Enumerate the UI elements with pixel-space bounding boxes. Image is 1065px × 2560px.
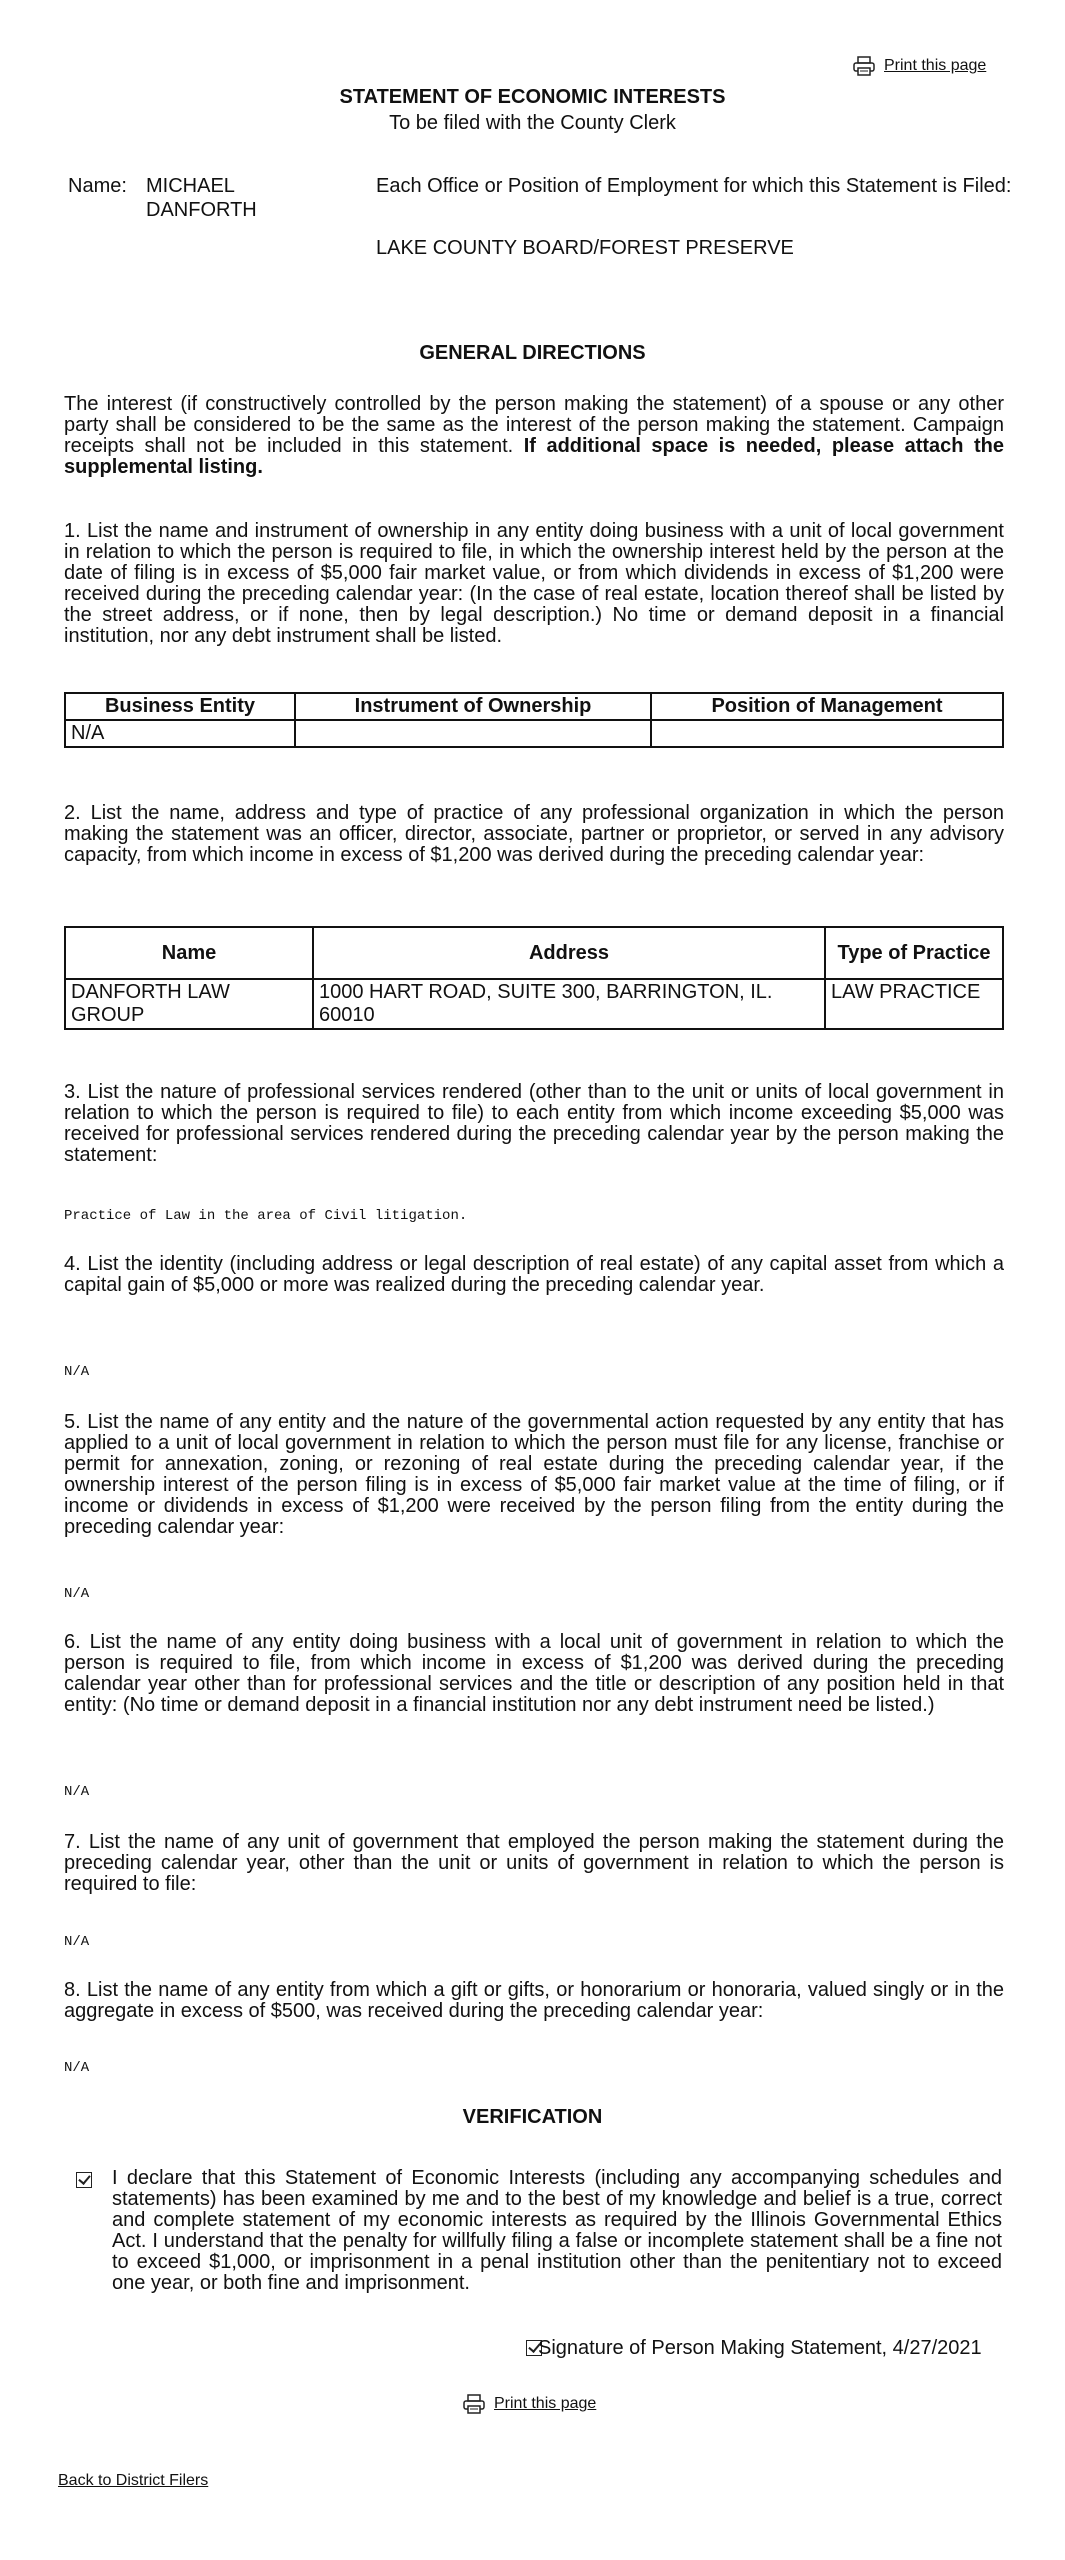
office-value: LAKE COUNTY BOARD/FOREST PRESERVE bbox=[376, 237, 794, 259]
answer-7: N/A bbox=[64, 1934, 90, 1950]
business-entity-table bbox=[64, 692, 1004, 748]
page-subtitle: To be filed with the County Clerk bbox=[389, 112, 676, 134]
filer-name-line1: MICHAEL bbox=[146, 175, 235, 197]
answer-3: Practice of Law in the area of Civil litigation. bbox=[64, 1208, 468, 1224]
question-4: 4. List the identity (including address or legal description of real estate) of any capital asset from which a capital gain of $5,000 or more was realized during the preceding calendar year. bbox=[64, 1253, 1004, 1296]
table-header: Type of Practice bbox=[825, 927, 1003, 979]
answer-8: N/A bbox=[64, 2060, 90, 2076]
table-header-row bbox=[65, 693, 1003, 720]
table-row bbox=[65, 720, 1003, 747]
page-title: STATEMENT OF ECONOMIC INTERESTS bbox=[339, 86, 726, 108]
table-cell bbox=[295, 720, 651, 747]
print-page-link-bottom[interactable] bbox=[462, 2394, 596, 2414]
table-row bbox=[65, 979, 1003, 1029]
table-header: Address bbox=[313, 927, 825, 979]
question-3: 3. List the nature of professional services rendered (other than to the unit or units of local government in relation to which the person is required to file) to each entity from which income exceeding $5,000 was received for professional services rendered during the preceding calendar year by the person making the statement: bbox=[64, 1081, 1004, 1166]
signature-line: Signature of Person Making Statement, 4/27/2021 bbox=[538, 2337, 982, 2359]
table-cell bbox=[651, 720, 1003, 747]
answer-5: N/A bbox=[64, 1586, 90, 1602]
table-cell: LAW PRACTICE bbox=[825, 979, 1003, 1029]
table-header-row bbox=[65, 927, 1003, 979]
table-header: Instrument of Ownership bbox=[295, 693, 651, 720]
print-page-link-top[interactable] bbox=[852, 56, 986, 76]
answer-4: N/A bbox=[64, 1364, 90, 1380]
answer-6: N/A bbox=[64, 1784, 90, 1800]
professional-org-table bbox=[64, 926, 1004, 1030]
print-link-label[interactable]: Print this page bbox=[494, 2395, 597, 2412]
printer-icon bbox=[462, 2394, 486, 2414]
print-link-label[interactable]: Print this page bbox=[884, 57, 987, 74]
general-directions-text bbox=[64, 394, 1004, 478]
back-to-district-filers-link[interactable]: Back to District Filers bbox=[58, 2472, 209, 2489]
question-2: 2. List the name, address and type of practice of any professional organization in which the person making the statement was an officer, director, associate, partner or proprietor, or served in any advisory capacity, from which income in excess of $1,200 was derived during the preceding calendar year: bbox=[64, 802, 1004, 866]
table-cell: N/A bbox=[65, 720, 295, 747]
table-cell: 1000 HART ROAD, SUITE 300, BARRINGTON, IL. 60010 bbox=[313, 979, 825, 1029]
table-header: Position of Management bbox=[651, 693, 1003, 720]
general-directions-bold: If additional space is needed, please attach the supplemental listing. bbox=[64, 435, 1004, 478]
question-6: 6. List the name of any entity doing business with a local unit of government in relation to which the person is required to file, from which income in excess of $1,200 was derived during the preceding calendar year other than for professional services and the title or description of any position held in that entity: (No time or demand deposit in a financial institution nor any debt instrument need be listed.) bbox=[64, 1631, 1004, 1716]
question-1: 1. List the name and instrument of ownership in any entity doing business with a unit of local government in relation to which the person is required to file, in which the ownership interest held by the person at the date of filing is in excess of $5,000 fair market value, or from which dividends in excess of $1,200 were received during the preceding calendar year: (In the case of real estate, location thereof shall be listed by the street address, or if none, then by legal description.) No time or demand deposit in a financial institution, nor any debt instrument shall be listed. bbox=[64, 520, 1004, 647]
table-header: Name bbox=[65, 927, 313, 979]
name-label: Name: bbox=[68, 175, 127, 197]
filer-name-line2: DANFORTH bbox=[146, 199, 257, 221]
question-8: 8. List the name of any entity from which a gift or gifts, or honorarium or honoraria, valued singly or in the aggregate in excess of $500, was received during the preceding calendar year: bbox=[64, 1979, 1004, 2022]
table-header: Business Entity bbox=[65, 693, 295, 720]
question-5: 5. List the name of any entity and the nature of the governmental action requested by any entity that has applied to a unit of local government in relation to which the person must file for any license, franchise or permit for annexation, zoning, or rezoning of real estate during the preceding calendar year, if the ownership interest of the person filing is in excess of $5,000 fair market value at the time of filing, or if income or dividends in excess of $1,200 were received by the person filing from the entity during the preceding calendar year: bbox=[64, 1411, 1004, 1538]
printer-icon bbox=[852, 56, 876, 76]
general-directions-body: The interest (if constructively controlled by the person making the statement) of a spouse or any other party shall be considered to be the same as the interest of the person making the statement. Campaign receipts shall not be included in this statement. bbox=[64, 393, 1004, 457]
general-directions-heading: GENERAL DIRECTIONS bbox=[419, 342, 646, 364]
verification-heading: VERIFICATION bbox=[462, 2106, 603, 2128]
office-label: Each Office or Position of Employment for which this Statement is Filed: bbox=[376, 175, 1012, 197]
verification-checkbox-icon bbox=[76, 2172, 92, 2188]
verification-text: I declare that this Statement of Economic Interests (including any accompanying schedules and statements) has been examined by me and to the best of my knowledge and belief is a true, correct and complete statement of my economic interests as required by the Illinois Governmental Ethics Act. I understand that the penalty for willfully filing a false or incomplete statement shall be a fine not to exceed $1,000, or imprisonment in a penal institution other than the penitentiary not to exceed one year, or both fine and imprisonment. bbox=[112, 2167, 1002, 2294]
question-7: 7. List the name of any unit of government that employed the person making the statement during the preceding calendar year, other than the unit or units of government in relation to which the person is required to file: bbox=[64, 1831, 1004, 1895]
table-cell: DANFORTH LAW GROUP bbox=[65, 979, 313, 1029]
